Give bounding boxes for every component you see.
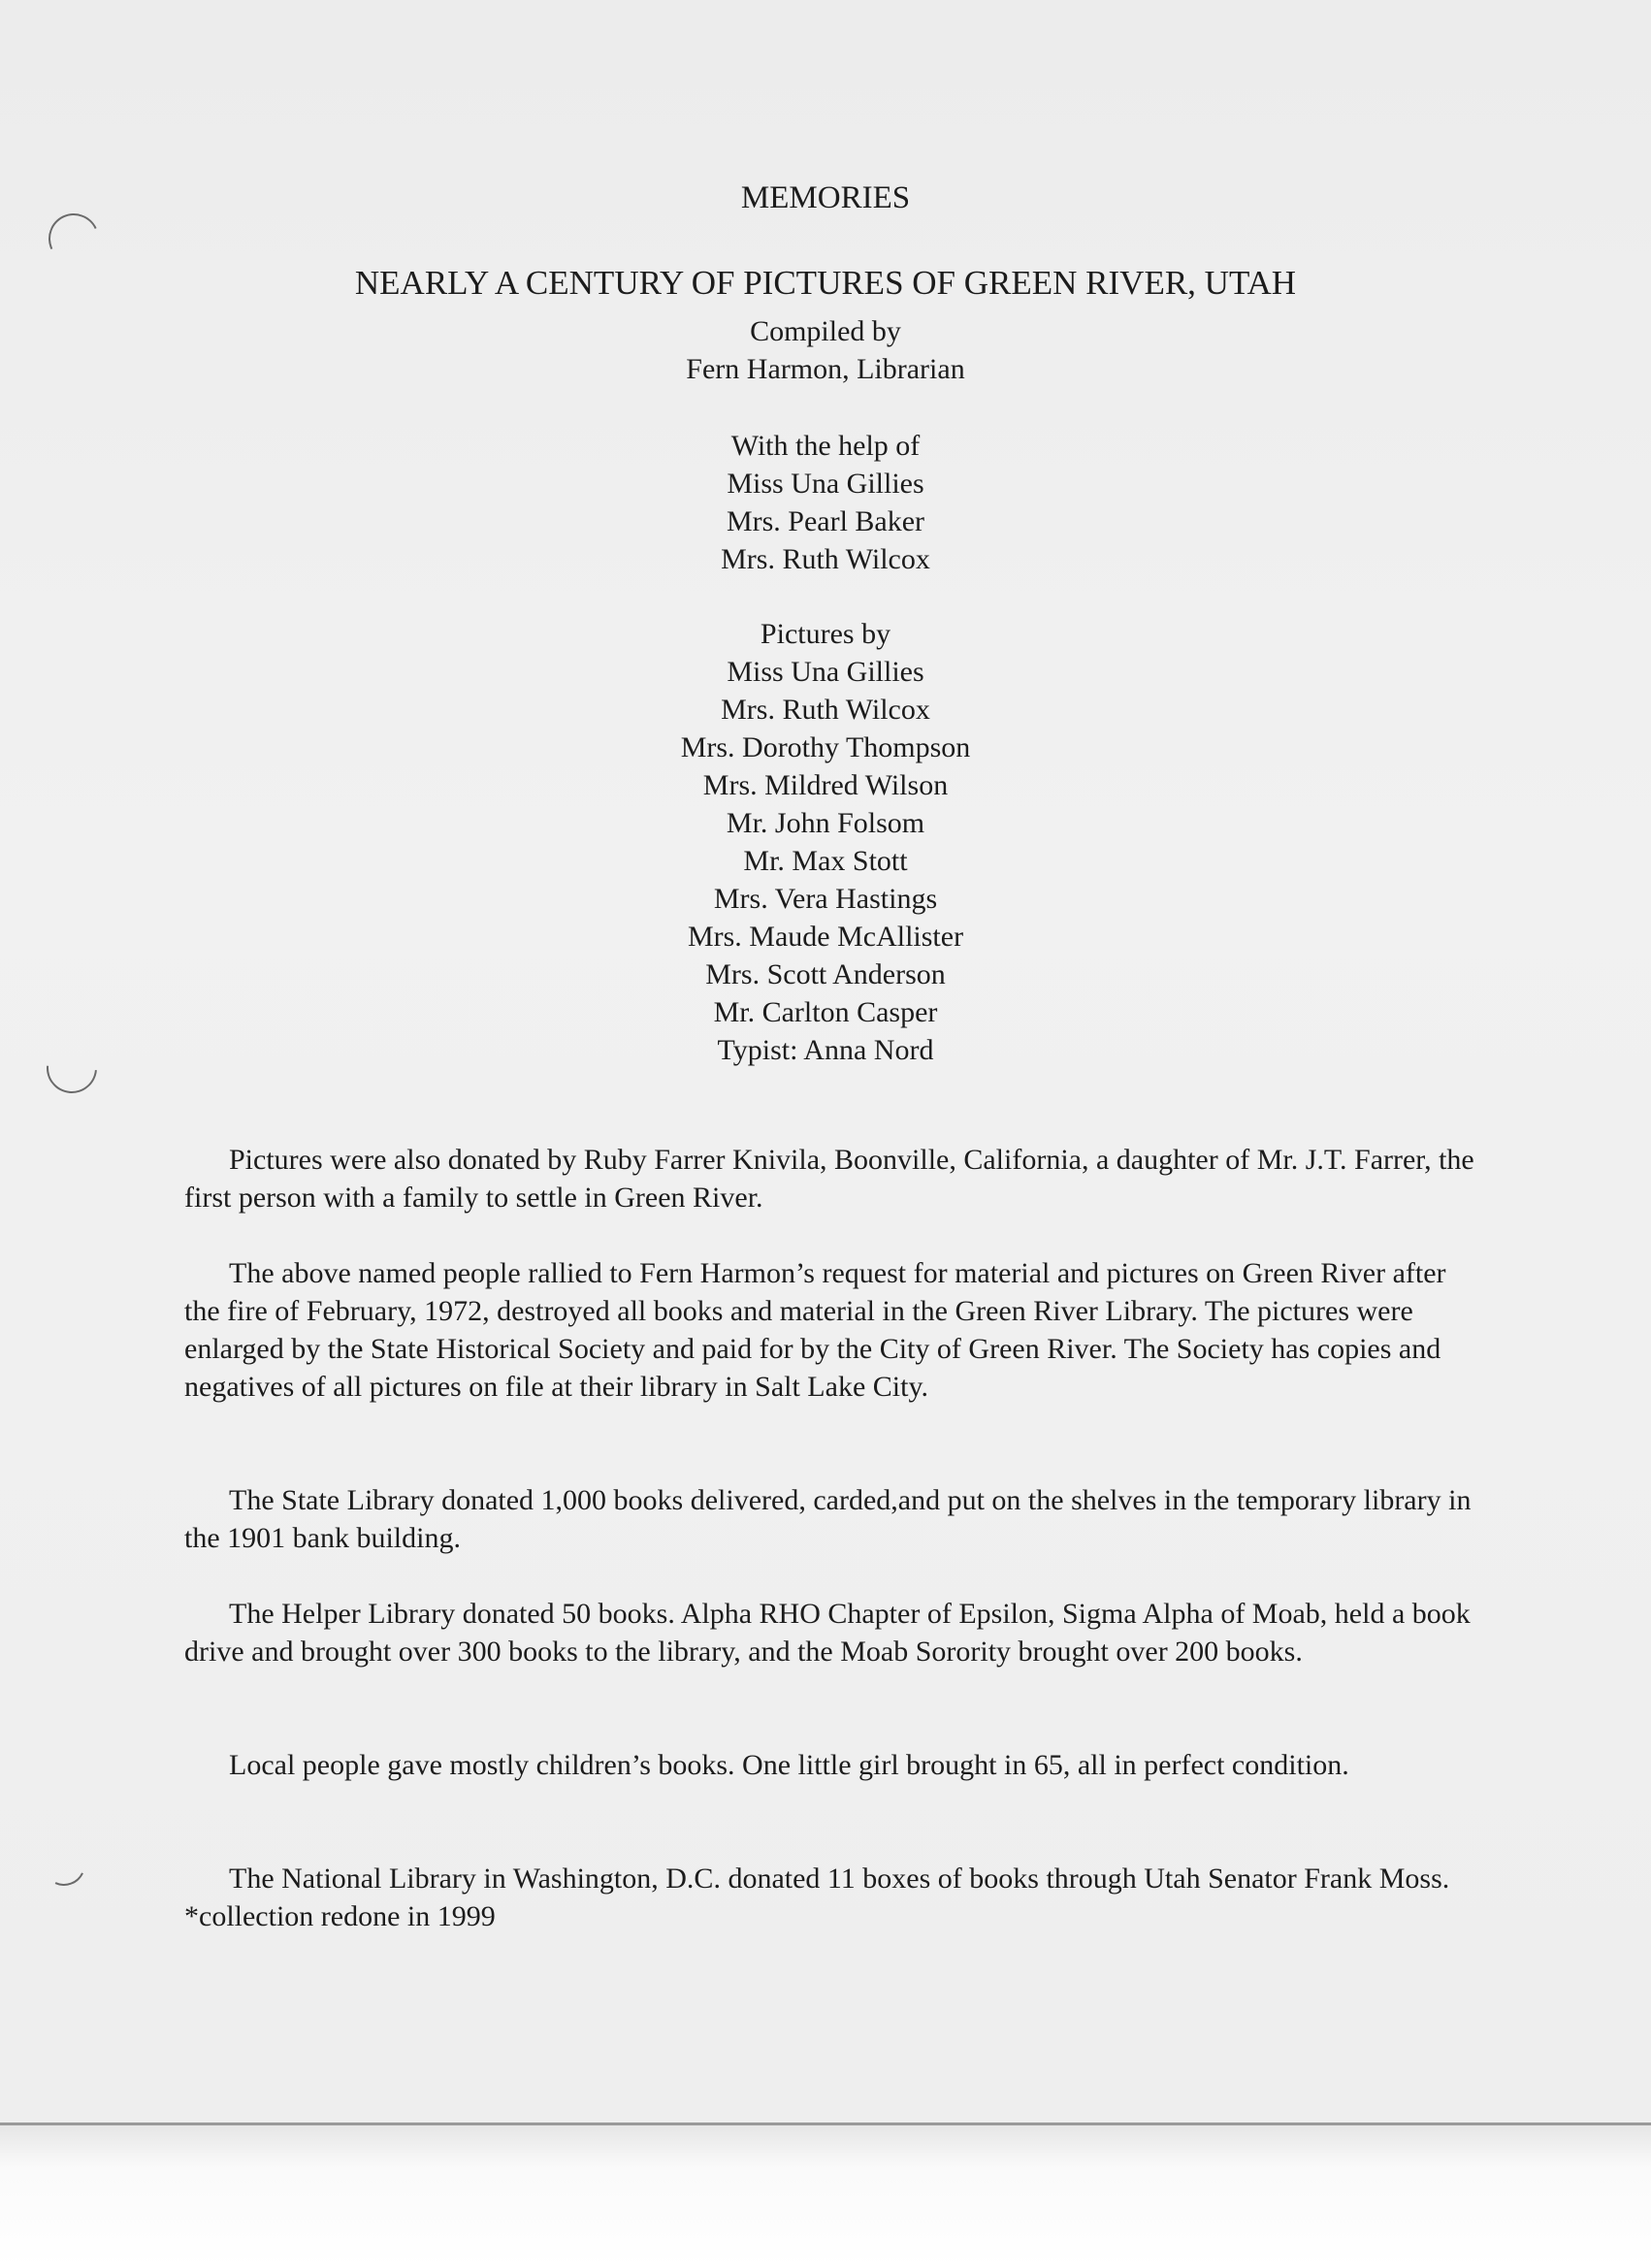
paragraph-state-library: The State Library donated 1,000 books delivered, carded,and put on the shelves in the temporary library in the 1901 bank building. — [184, 1484, 1472, 1554]
helpers-label: With the help of — [730, 430, 921, 462]
photographer-name: Mr. John Folsom — [726, 807, 925, 839]
document-subtitle: NEARLY A CENTURY OF PICTURES OF GREEN RIVER, UTAH — [354, 264, 1297, 302]
photographer-name: Mrs. Scott Anderson — [705, 958, 946, 990]
photographer-name: Mrs. Dorothy Thompson — [680, 731, 971, 763]
photographer-name: Mrs. Mildred Wilson — [702, 769, 949, 801]
pictures-by-block — [0, 615, 1651, 1069]
scanner-background — [0, 2125, 1651, 2268]
compiled-by-block — [0, 312, 1651, 388]
helper-name: Miss Una Gillies — [727, 468, 924, 500]
paragraph-helper-library: The Helper Library donated 50 books. Alpha RHO Chapter of Epsilon, Sigma Alpha of Moab, held a book drive and brought over 300 books to the library, and the Moab Sorority brought over 200 books. — [184, 1598, 1471, 1668]
photographer-name: Mr. Max Stott — [743, 845, 908, 877]
compiled-by-label: Compiled by — [750, 315, 901, 347]
photographer-name: Mrs. Maude McAllister — [687, 921, 964, 953]
paragraph-local-people: Local people gave mostly children’s books. One little girl brought in 65, all in perfect condition. — [229, 1749, 1349, 1781]
paragraph-national-library: The National Library in Washington, D.C. donated 11 boxes of books through Utah Senator Frank Moss. *collection redone in 1999 — [184, 1863, 1450, 1932]
paragraph-donation-farrer: Pictures were also donated by Ruby Farrer Knivila, Boonville, California, a daughter of Mr. J.T. Farrer, the first person with a family to settle in Green River. — [184, 1144, 1474, 1214]
paragraph-fire-request: The above named people rallied to Fern Harmon’s request for material and pictures on Green River after the fire of February, 1972, destroyed all books and material in the Green River Library. The pictures were enlarged by the State Historical Society and paid for by the City of Green River. The Society has copies and negatives of all pictures on file at their library in Salt Lake City. — [184, 1257, 1446, 1403]
photographer-name: Mrs. Vera Hastings — [713, 883, 938, 915]
photographer-name: Miss Una Gillies — [727, 656, 924, 688]
helper-name: Mrs. Ruth Wilcox — [721, 543, 930, 575]
photographer-name: Mrs. Ruth Wilcox — [721, 694, 930, 726]
compiler-name: Fern Harmon, Librarian — [686, 353, 965, 385]
document-title: MEMORIES — [740, 180, 911, 215]
photographer-name: Mr. Carlton Casper — [713, 996, 938, 1028]
helper-name: Mrs. Pearl Baker — [726, 505, 925, 537]
pictures-by-label: Pictures by — [760, 618, 891, 650]
helpers-block — [0, 427, 1651, 578]
typist-credit: Typist: Anna Nord — [717, 1034, 934, 1066]
